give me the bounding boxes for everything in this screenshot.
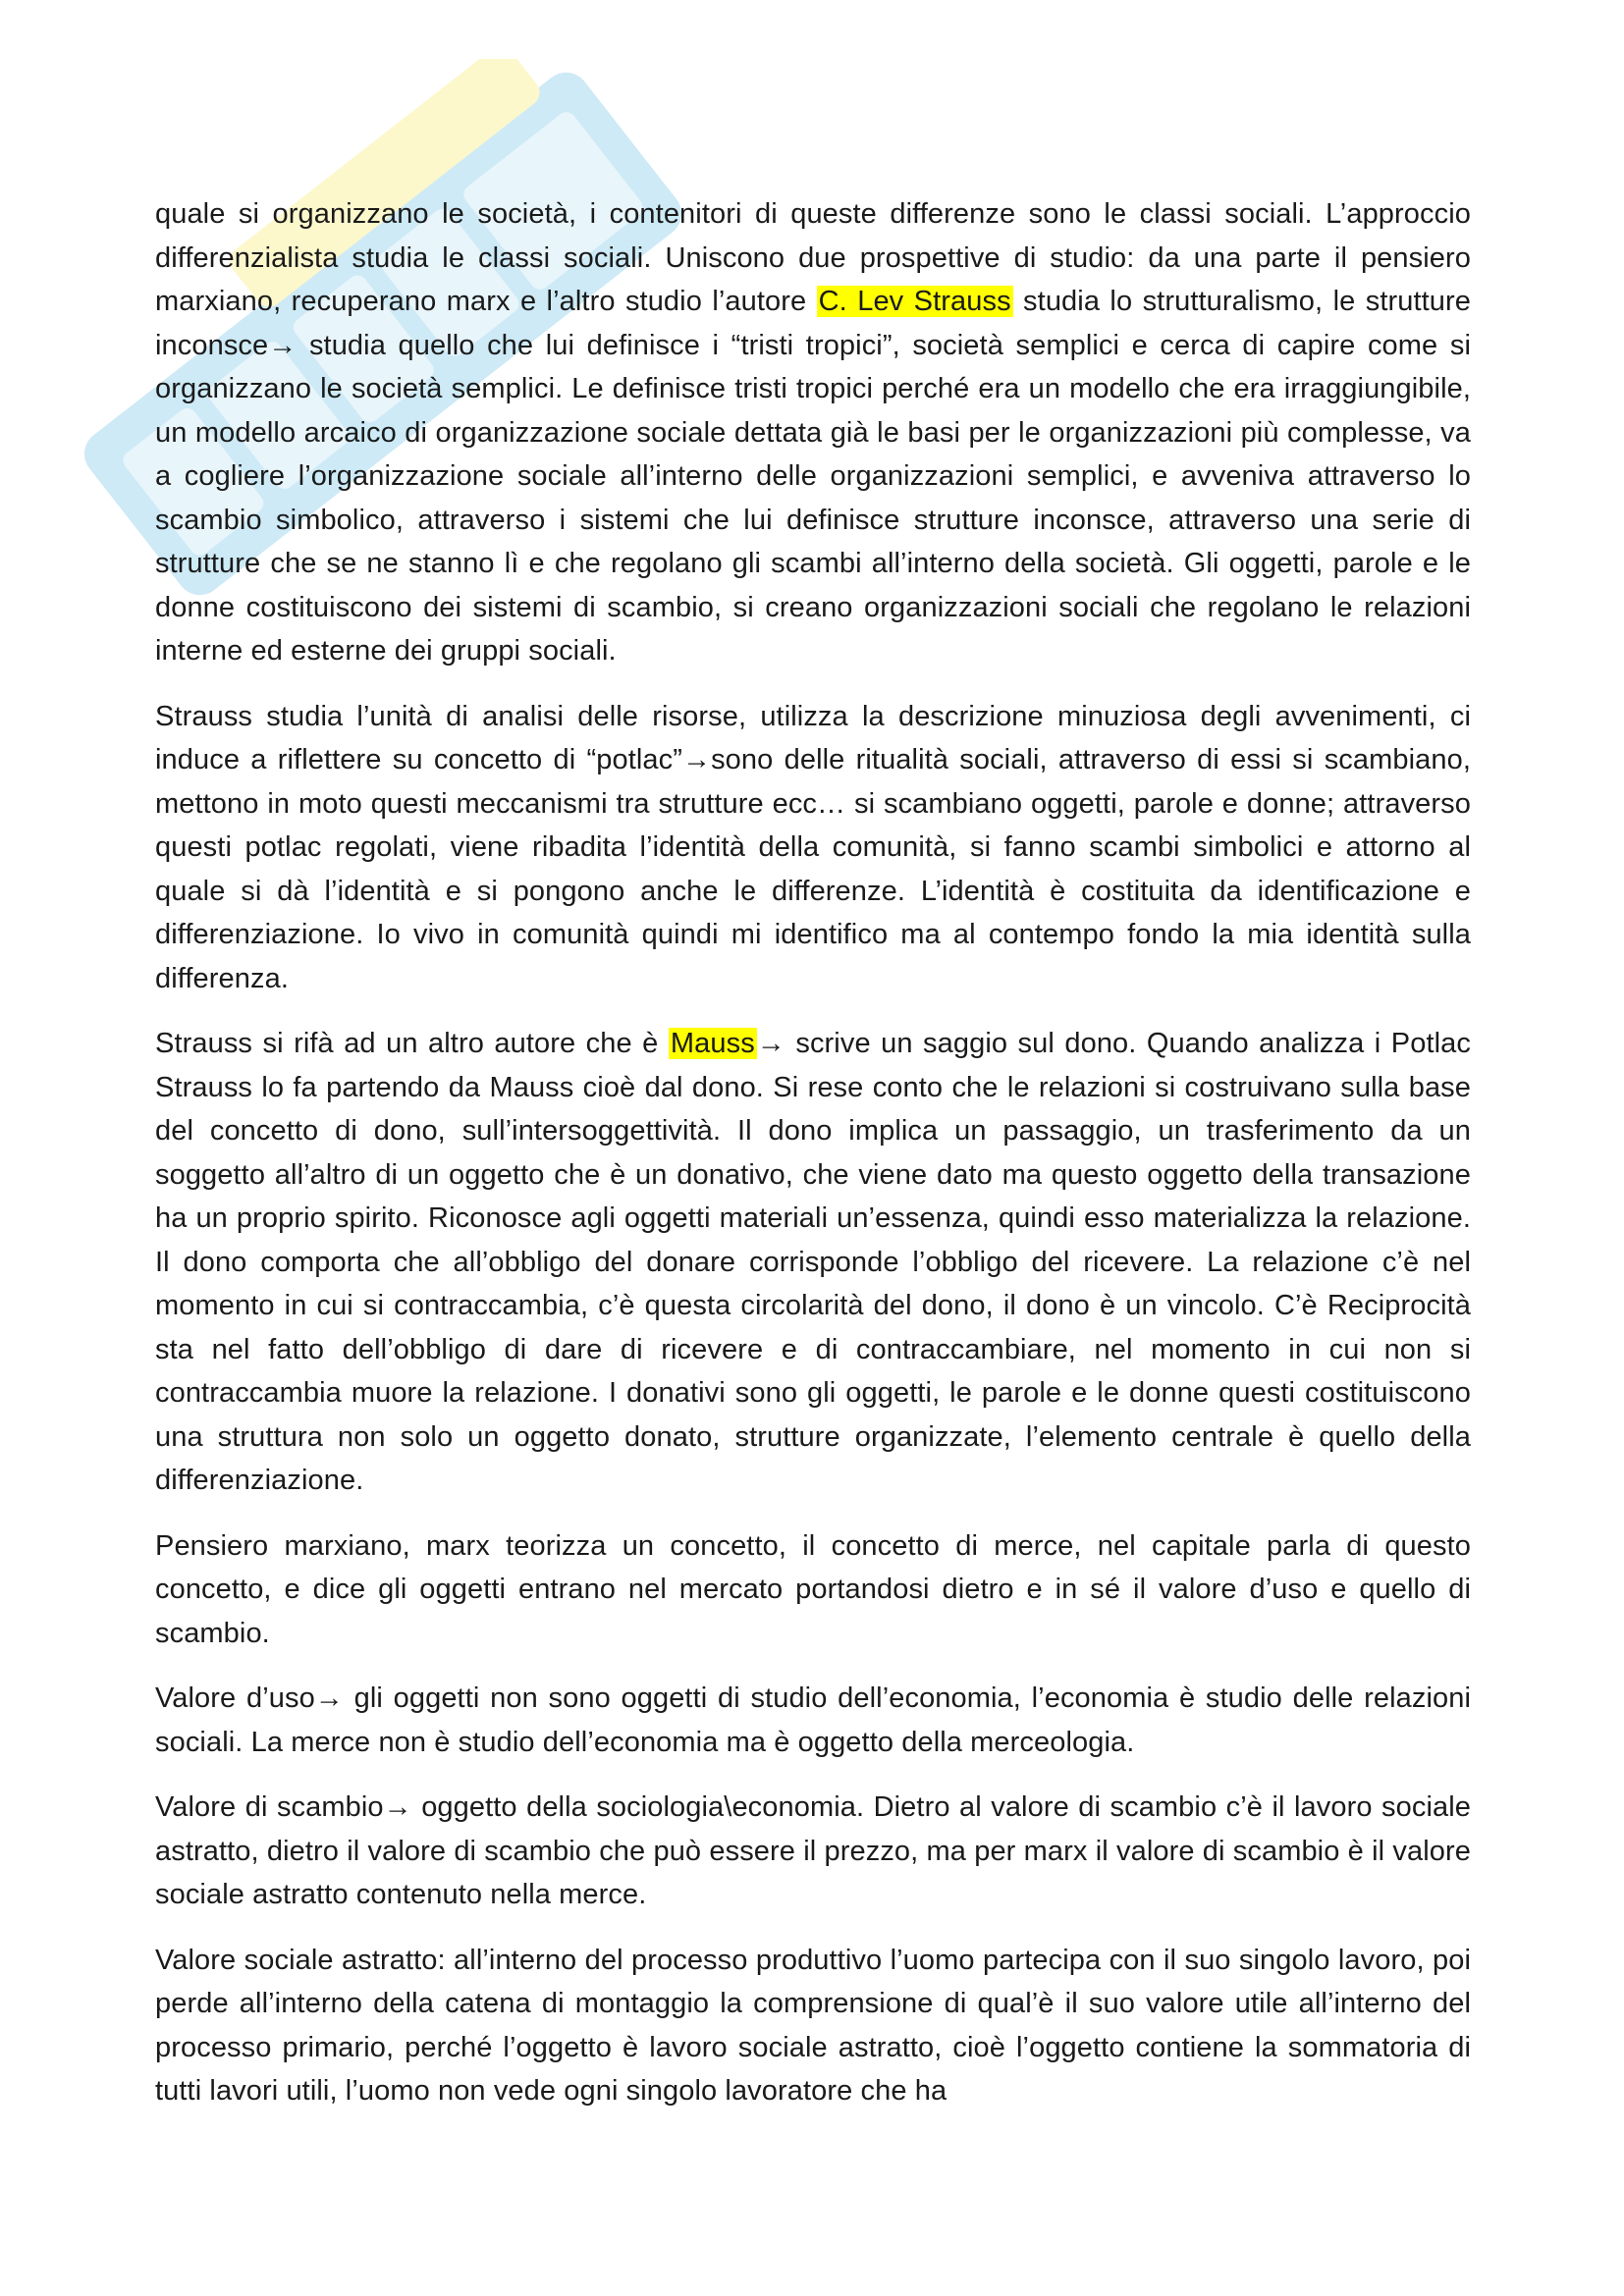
- paragraph-text: → scrive un saggio sul dono. Quando analizza i Potlac Strauss lo fa partendo da Mauss cioè dal dono. Si rese conto che le relazioni si costruivano sulla base del concetto di dono, sull’intersoggettività. Il dono implica un passaggio, un trasferimento da un soggetto all’altro di un oggetto che è un donativo, che viene dato ma questo oggetto della transazione ha un proprio spirito. Riconosce agli oggetti materiali un’essenza, quindi esso materializza la relazione. Il dono comporta che all’obbligo del donare corrisponde l’obbligo del ricevere. La relazione c’è nel momento in cui si contraccambia, c’è questa circolarità del dono, il dono è un vincolo. C’è Reciprocità sta nel fatto dell’obbligo di dare di ricevere e di contraccambiare, nel momento in cui non si contraccambia muore la relazione. I donativi sono gli oggetti, le parole e le donne questi costituiscono una struttura non solo un oggetto donato, strutture organizzate, l’elemento centrale è quello della differenziazione.: [155, 1028, 1471, 1496]
- paragraph-text: quale si organizzano le società, i contenitori di queste differenze sono le classi sociali. L’approccio differenzialista studia le classi sociali. Uniscono due prospettive di studio: da una parte il pensiero marxiano, recuperano marx e l’altro studio l’autore: [155, 198, 1471, 317]
- paragraph: [155, 1939, 1471, 2113]
- paragraph: [155, 695, 1471, 1001]
- highlighted-text: Mauss: [670, 1028, 755, 1059]
- paragraph-text: Valore d’uso→ gli oggetti non sono oggetti di studio dell’economia, l’economia è studio delle relazioni sociali. La merce non è studio dell’economia ma è oggetto della merceologia.: [155, 1682, 1471, 1758]
- paragraph-text: Valore sociale astratto: all’interno del processo produttivo l’uomo partecipa con il suo singolo lavoro, poi perde all’interno della catena di montaggio la comprensione di qual’è il suo valore utile all’interno del processo primario, perché l’oggetto è lavoro sociale astratto, cioè l’oggetto contiene la sommatoria di tutti lavori utili, l’uomo non vede ogni singolo lavoratore che ha: [155, 1944, 1471, 2107]
- paragraph-text: Strauss si rifà ad un altro autore che è: [155, 1028, 669, 1059]
- paragraph-text: Valore di scambio→ oggetto della sociologia\economia. Dietro al valore di scambio c’è il lavoro sociale astratto, dietro il valore di scambio che può essere il prezzo, ma per marx il valore di scambio è il valore sociale astratto contenuto nella merce.: [155, 1791, 1471, 1910]
- document-body: [155, 192, 1471, 2135]
- paragraph: [155, 1022, 1471, 1503]
- paragraph: [155, 192, 1471, 673]
- highlighted-text: C. Lev Strauss: [818, 286, 1011, 317]
- paragraph-text: studia lo strutturalismo, le strutture inconsce→ studia quello che lui definisce i “tristi tropici”, società semplici e cerca di capire come si organizzano le società semplici. Le definisce tristi tropici perché era un modello che era irraggiungibile, un modello arcaico di organizzazione sociale dettata già le basi per le organizzazioni più complesse, va a cogliere l’organizzazione sociale all’interno delle organizzazioni semplici, e avveniva attraverso lo scambio simbolico, attraverso i sistemi che lui definisce strutture inconsce, attraverso una serie di strutture che se ne stanno lì e che regolano gli scambi all’interno della società. Gli oggetti, parole e le donne costituiscono dei sistemi di scambio, si creano organizzazioni sociali che regolano le relazioni interne ed esterne dei gruppi sociali.: [155, 286, 1471, 667]
- paragraph: [155, 1524, 1471, 1656]
- paragraph-text: Strauss studia l’unità di analisi delle risorse, utilizza la descrizione minuziosa degli avvenimenti, ci induce a riflettere su concetto di “potlac”→sono delle ritualità sociali, attraverso di essi si scambiano, mettono in moto questi meccanismi tra strutture ecc… si scambiano oggetti, parole e donne; attraverso questi potlac regolati, viene ribadita l’identità della comunità, si fanno scambi simbolici e attorno al quale si dà l’identità e si pongono anche le differenze. L’identità è costituita da identificazione e differenziazione. Io vivo in comunità quindi mi identifico ma al contempo fondo la mia identità sulla differenza.: [155, 700, 1471, 994]
- paragraph-text: Pensiero marxiano, marx teorizza un concetto, il concetto di merce, nel capitale parla di questo concetto, e dice gli oggetti entrano nel mercato portandosi dietro e in sé il valore d’uso e quello di scambio.: [155, 1529, 1471, 1649]
- paragraph: [155, 1786, 1471, 1917]
- paragraph: [155, 1677, 1471, 1764]
